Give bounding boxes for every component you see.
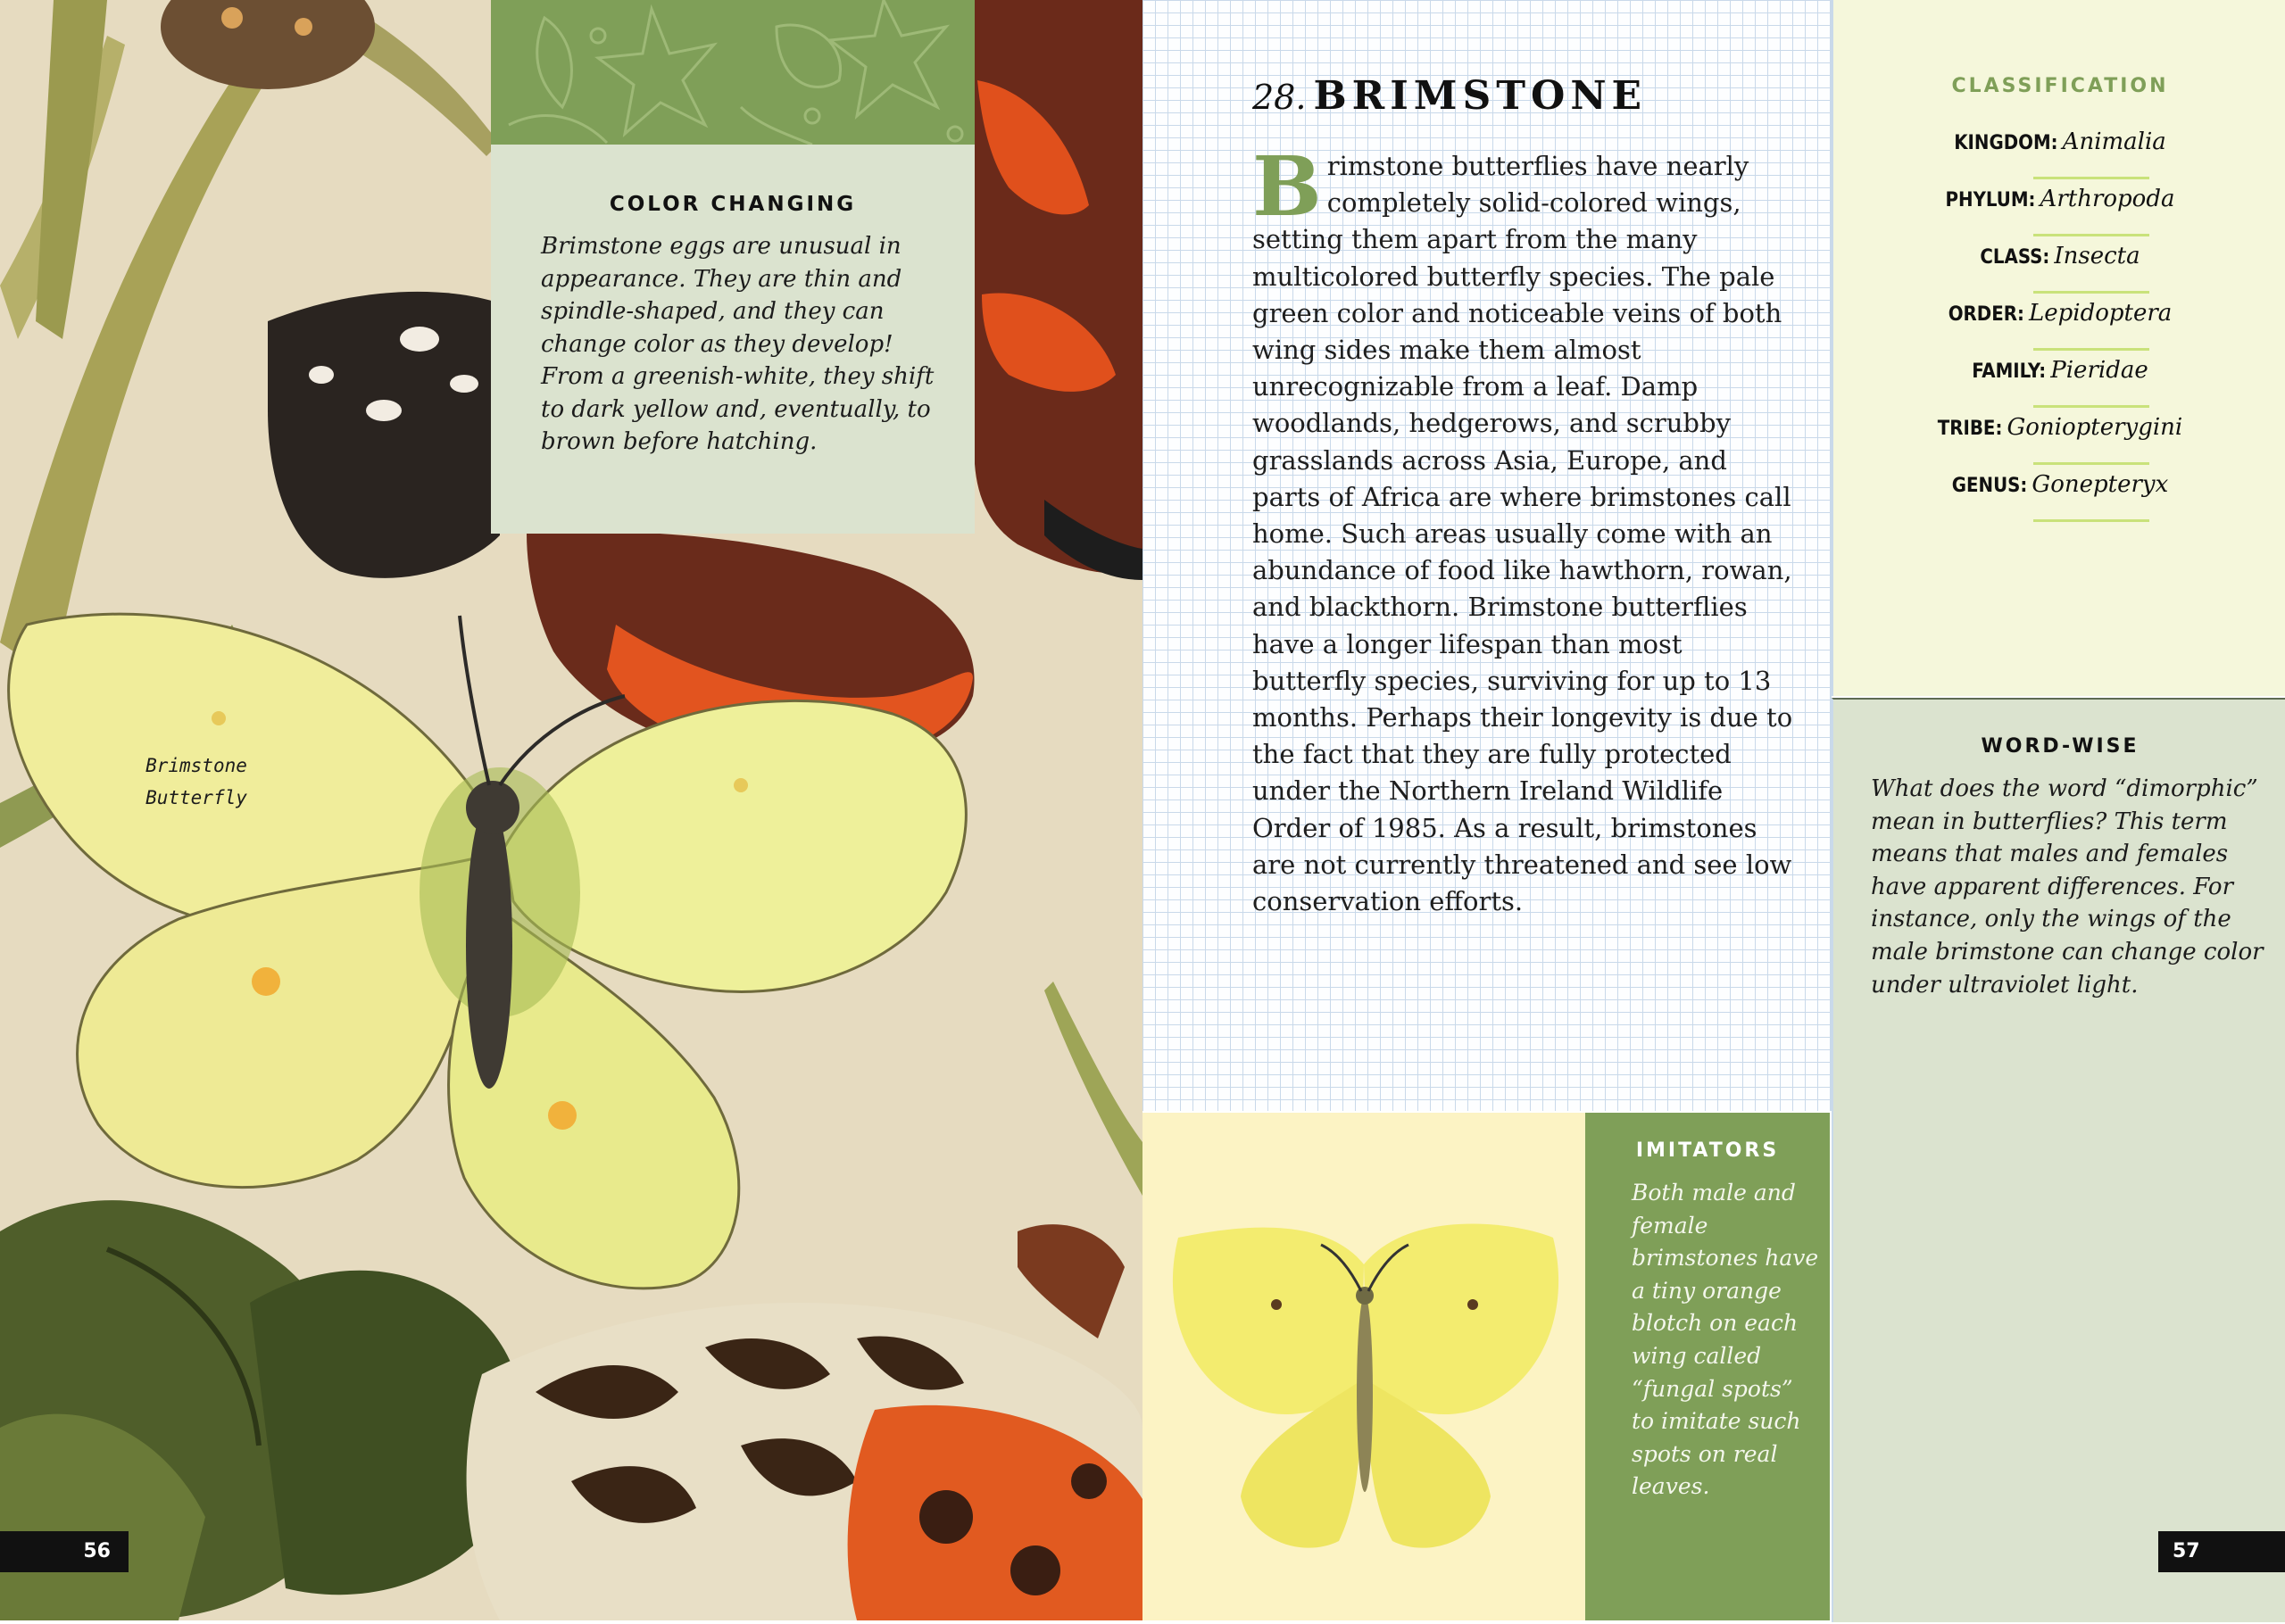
classification-divider bbox=[2033, 519, 2149, 522]
classification-divider bbox=[2033, 177, 2149, 179]
classification-label: ORDER: bbox=[1948, 303, 2024, 326]
classification-label: KINGDOM: bbox=[1954, 132, 2058, 154]
right-page bbox=[1142, 0, 2285, 1620]
imitators-illustration-panel bbox=[1142, 1113, 1585, 1620]
page-number-left bbox=[0, 1531, 129, 1572]
classification-label: FAMILY: bbox=[1972, 360, 2047, 383]
entry-body bbox=[1252, 138, 1799, 920]
page-number-right-label: 57 bbox=[2173, 1540, 2200, 1562]
left-page bbox=[0, 0, 1142, 1620]
classification-value: Lepidoptera bbox=[2028, 300, 2173, 327]
page-number-left-label: 56 bbox=[83, 1540, 111, 1562]
color-changing-title: COLOR CHANGING bbox=[609, 193, 857, 216]
brimstone-specimen-image bbox=[1142, 1113, 1585, 1620]
classification-divider bbox=[2033, 291, 2149, 294]
color-changing-text: Brimstone eggs are unusual in appearance. They are thin and spindle-shaped, and they can change color as they develop! From a greenish-white, they shift to dark yellow and, eventually, to brown before hatching. bbox=[541, 233, 935, 455]
classification-value: Pieridae bbox=[2050, 357, 2148, 384]
classification-divider bbox=[2033, 234, 2149, 236]
classification-label: CLASS: bbox=[1980, 246, 2050, 269]
entry-title bbox=[1252, 73, 1647, 119]
illustration-caption: Brimstone Butterfly bbox=[145, 755, 247, 808]
word-wise-panel bbox=[1832, 698, 2285, 1622]
color-box-leaf-pattern bbox=[491, 0, 975, 145]
classification-value: Goniopterygini bbox=[2007, 414, 2183, 441]
imitators-sidebar bbox=[1585, 1113, 1830, 1620]
entry-name: BRIMSTONE bbox=[1313, 73, 1648, 119]
classification-label: GENUS: bbox=[1951, 475, 2028, 497]
classification-value: Insecta bbox=[2054, 243, 2140, 269]
classification-divider bbox=[2033, 405, 2149, 408]
main-entry-panel bbox=[1142, 0, 1832, 1111]
classification-label: TRIBE: bbox=[1937, 418, 2003, 440]
page-number-right bbox=[2158, 1531, 2285, 1572]
color-changing-sidebar bbox=[491, 0, 975, 534]
classification-divider bbox=[2033, 462, 2149, 465]
entry-body-text: rimstone butterflies have nearly completely solid-colored wings, setting them apart from the many multicolored butterfly species. The pale green color and noticeable veins of both wing sides make them almost unrecognizable from a leaf. Damp woodlands, hedgerows, and scrubby grasslands across Asia, Europe, and parts of Africa are where brimstones call home. Such areas usually come with an abundance of food like hawthorn, rowan, and blackthorn. Brimstone butterflies have a longer lifespan than most butterfly species, surviving for up to 13 months. Perhaps their longevity is due to the fact that they are fully protected under the Northern Ireland Wildlife Order of 1985. As a result, brimstones are not currently threatened and see low conservation efforts. bbox=[1252, 151, 1793, 917]
imitators-text: Both male and female brimstones have a tiny orange blotch on each wing called “fungal spots” to imitate such spots on real leaves. bbox=[1632, 1180, 1819, 1500]
entry-number: 28. bbox=[1252, 78, 1307, 117]
word-wise-text: What does the word “dimorphic” mean in butterflies? This term means that males and females have apparent differences. For instance, only the wings of the male brimstone can change color under ultraviolet light. bbox=[1871, 775, 2264, 998]
drop-cap: B bbox=[1252, 138, 1322, 235]
classification-label: PHYLUM: bbox=[1945, 189, 2036, 211]
word-wise-title: WORD-WISE bbox=[1981, 735, 2140, 758]
imitators-title: IMITATORS bbox=[1635, 1139, 1780, 1162]
classification-title: CLASSIFICATION bbox=[1951, 75, 2169, 97]
classification-value: Arthropoda bbox=[2040, 186, 2175, 212]
classification-panel bbox=[1832, 0, 2285, 696]
classification-divider bbox=[2033, 348, 2149, 351]
classification-value: Gonepteryx bbox=[2032, 471, 2169, 498]
classification-value: Animalia bbox=[2062, 128, 2166, 155]
